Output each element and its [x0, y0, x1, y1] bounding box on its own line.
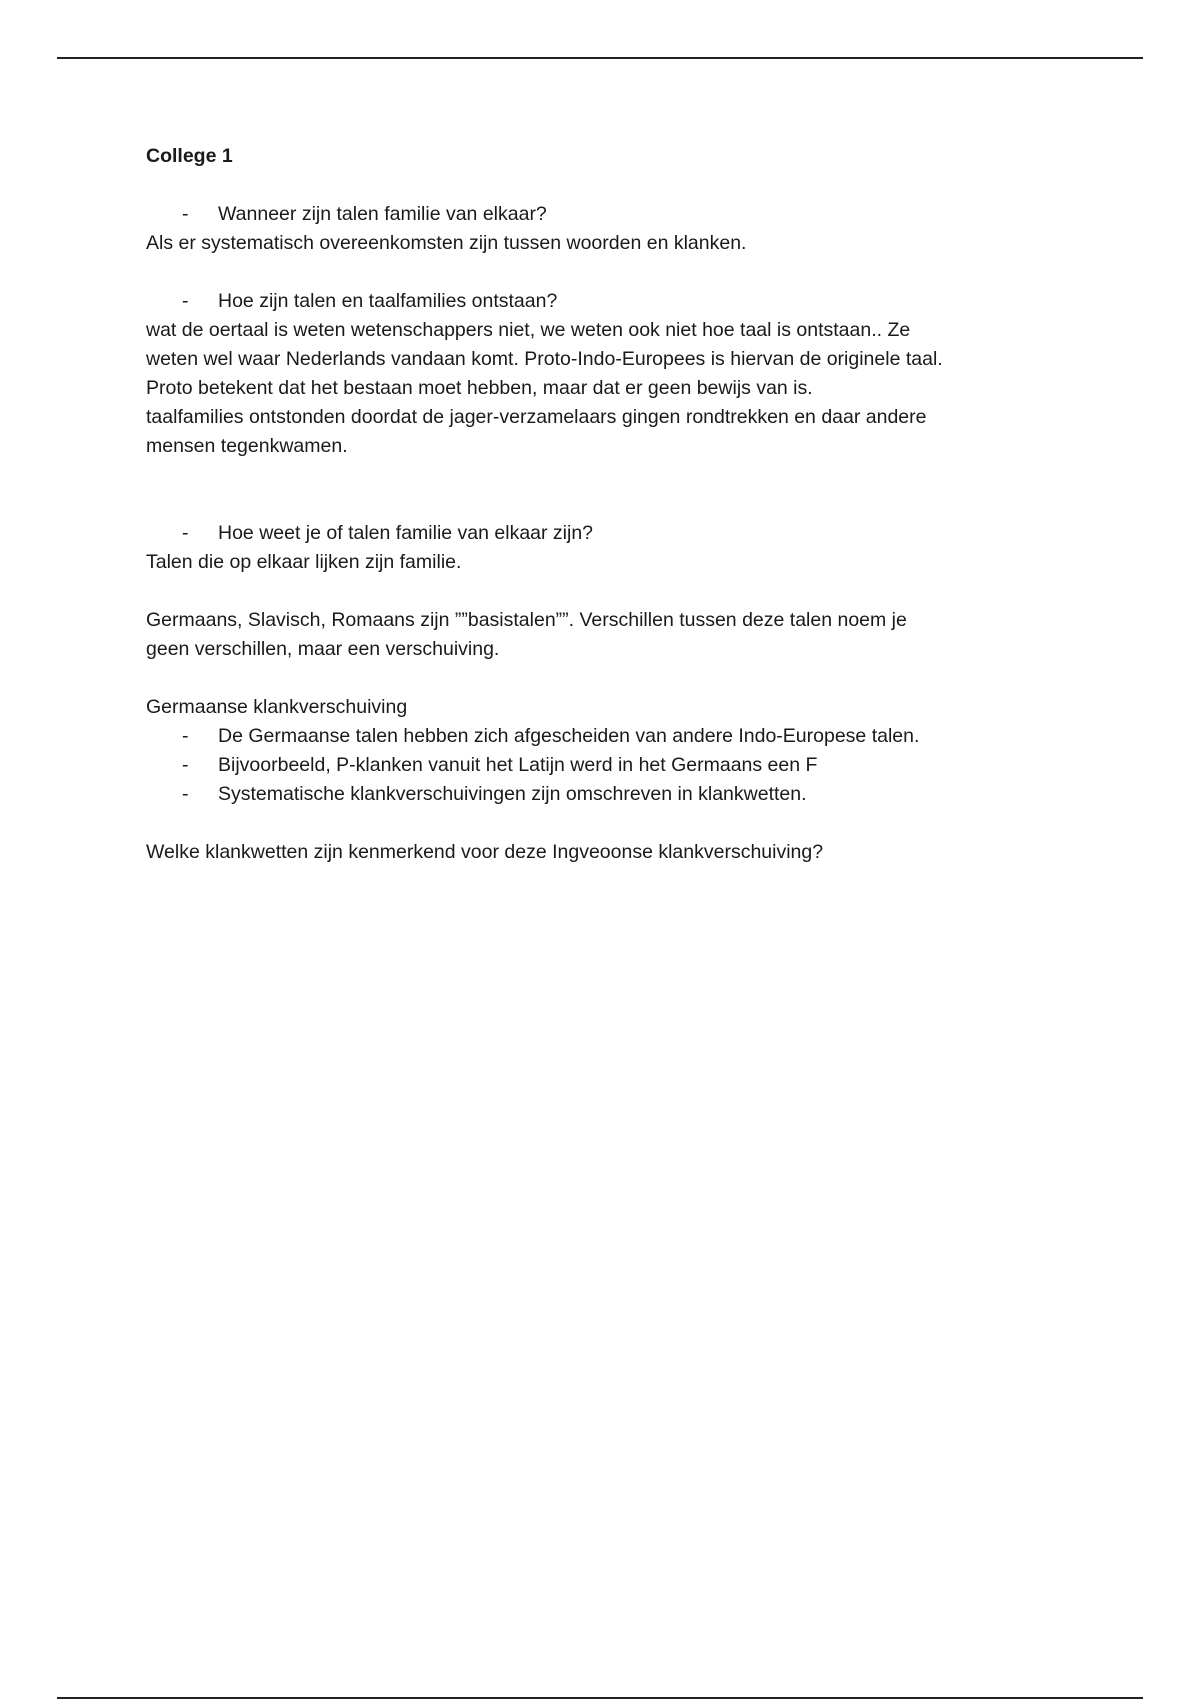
question-list-3	[146, 519, 1086, 548]
document-title: College 1	[146, 145, 233, 167]
dash-bullet: -	[182, 783, 189, 805]
answer-paragraph	[146, 316, 1086, 461]
question-list-2	[146, 287, 1086, 316]
paragraph-line: geen verschillen, maar een verschuiving.	[146, 638, 500, 660]
list-item-text: Bijvoorbeeld, P-klanken vanuit het Latijn werd in het Germaans een F	[218, 754, 818, 776]
answer-line: wat de oertaal is weten wetenschappers niet, we weten ook niet hoe taal is ontstaan.. Ze	[146, 319, 911, 341]
answer-text: Talen die op elkaar lijken zijn familie.	[146, 551, 462, 573]
list-item	[146, 287, 1086, 316]
dash-bullet: -	[182, 203, 189, 225]
list-item	[146, 751, 1086, 780]
bottom-rule	[57, 1697, 1143, 1699]
question-text: Hoe zijn talen en taalfamilies ontstaan?	[218, 290, 558, 312]
answer-text: Als er systematisch overeenkomsten zijn tussen woorden en klanken.	[146, 232, 747, 254]
answer-line: weten wel waar Nederlands vandaan komt. Proto-Indo-Europees is hiervan de originele taal.	[146, 348, 943, 370]
question-text: Wanneer zijn talen familie van elkaar?	[218, 203, 547, 225]
list-item	[146, 519, 1086, 548]
document-body	[146, 142, 1086, 867]
list-item	[146, 780, 1086, 809]
klank-list	[146, 722, 1086, 809]
question-list-1	[146, 200, 1086, 229]
paragraph-line: Germaans, Slavisch, Romaans zijn ””basistalen””. Verschillen tussen deze talen noem je	[146, 609, 907, 631]
list-item-text: De Germaanse talen hebben zich afgescheiden van andere Indo-Europese talen.	[218, 725, 920, 747]
basistalen-paragraph	[146, 606, 1086, 664]
list-item	[146, 722, 1086, 751]
dash-bullet: -	[182, 522, 189, 544]
answer-line: taalfamilies ontstonden doordat de jager-verzamelaars gingen rondtrekken en daar andere	[146, 406, 927, 428]
list-item	[146, 200, 1086, 229]
dash-bullet: -	[182, 725, 189, 747]
list-item-text: Systematische klankverschuivingen zijn omschreven in klankwetten.	[218, 783, 807, 805]
section-heading: Germaanse klankverschuiving	[146, 696, 408, 718]
final-question: Welke klankwetten zijn kenmerkend voor deze Ingveoonse klankverschuiving?	[146, 841, 824, 863]
dash-bullet: -	[182, 754, 189, 776]
answer-line: Proto betekent dat het bestaan moet hebben, maar dat er geen bewijs van is.	[146, 377, 813, 399]
answer-line: mensen tegenkwamen.	[146, 435, 348, 457]
dash-bullet: -	[182, 290, 189, 312]
question-text: Hoe weet je of talen familie van elkaar zijn?	[218, 522, 594, 544]
top-rule	[57, 57, 1143, 59]
